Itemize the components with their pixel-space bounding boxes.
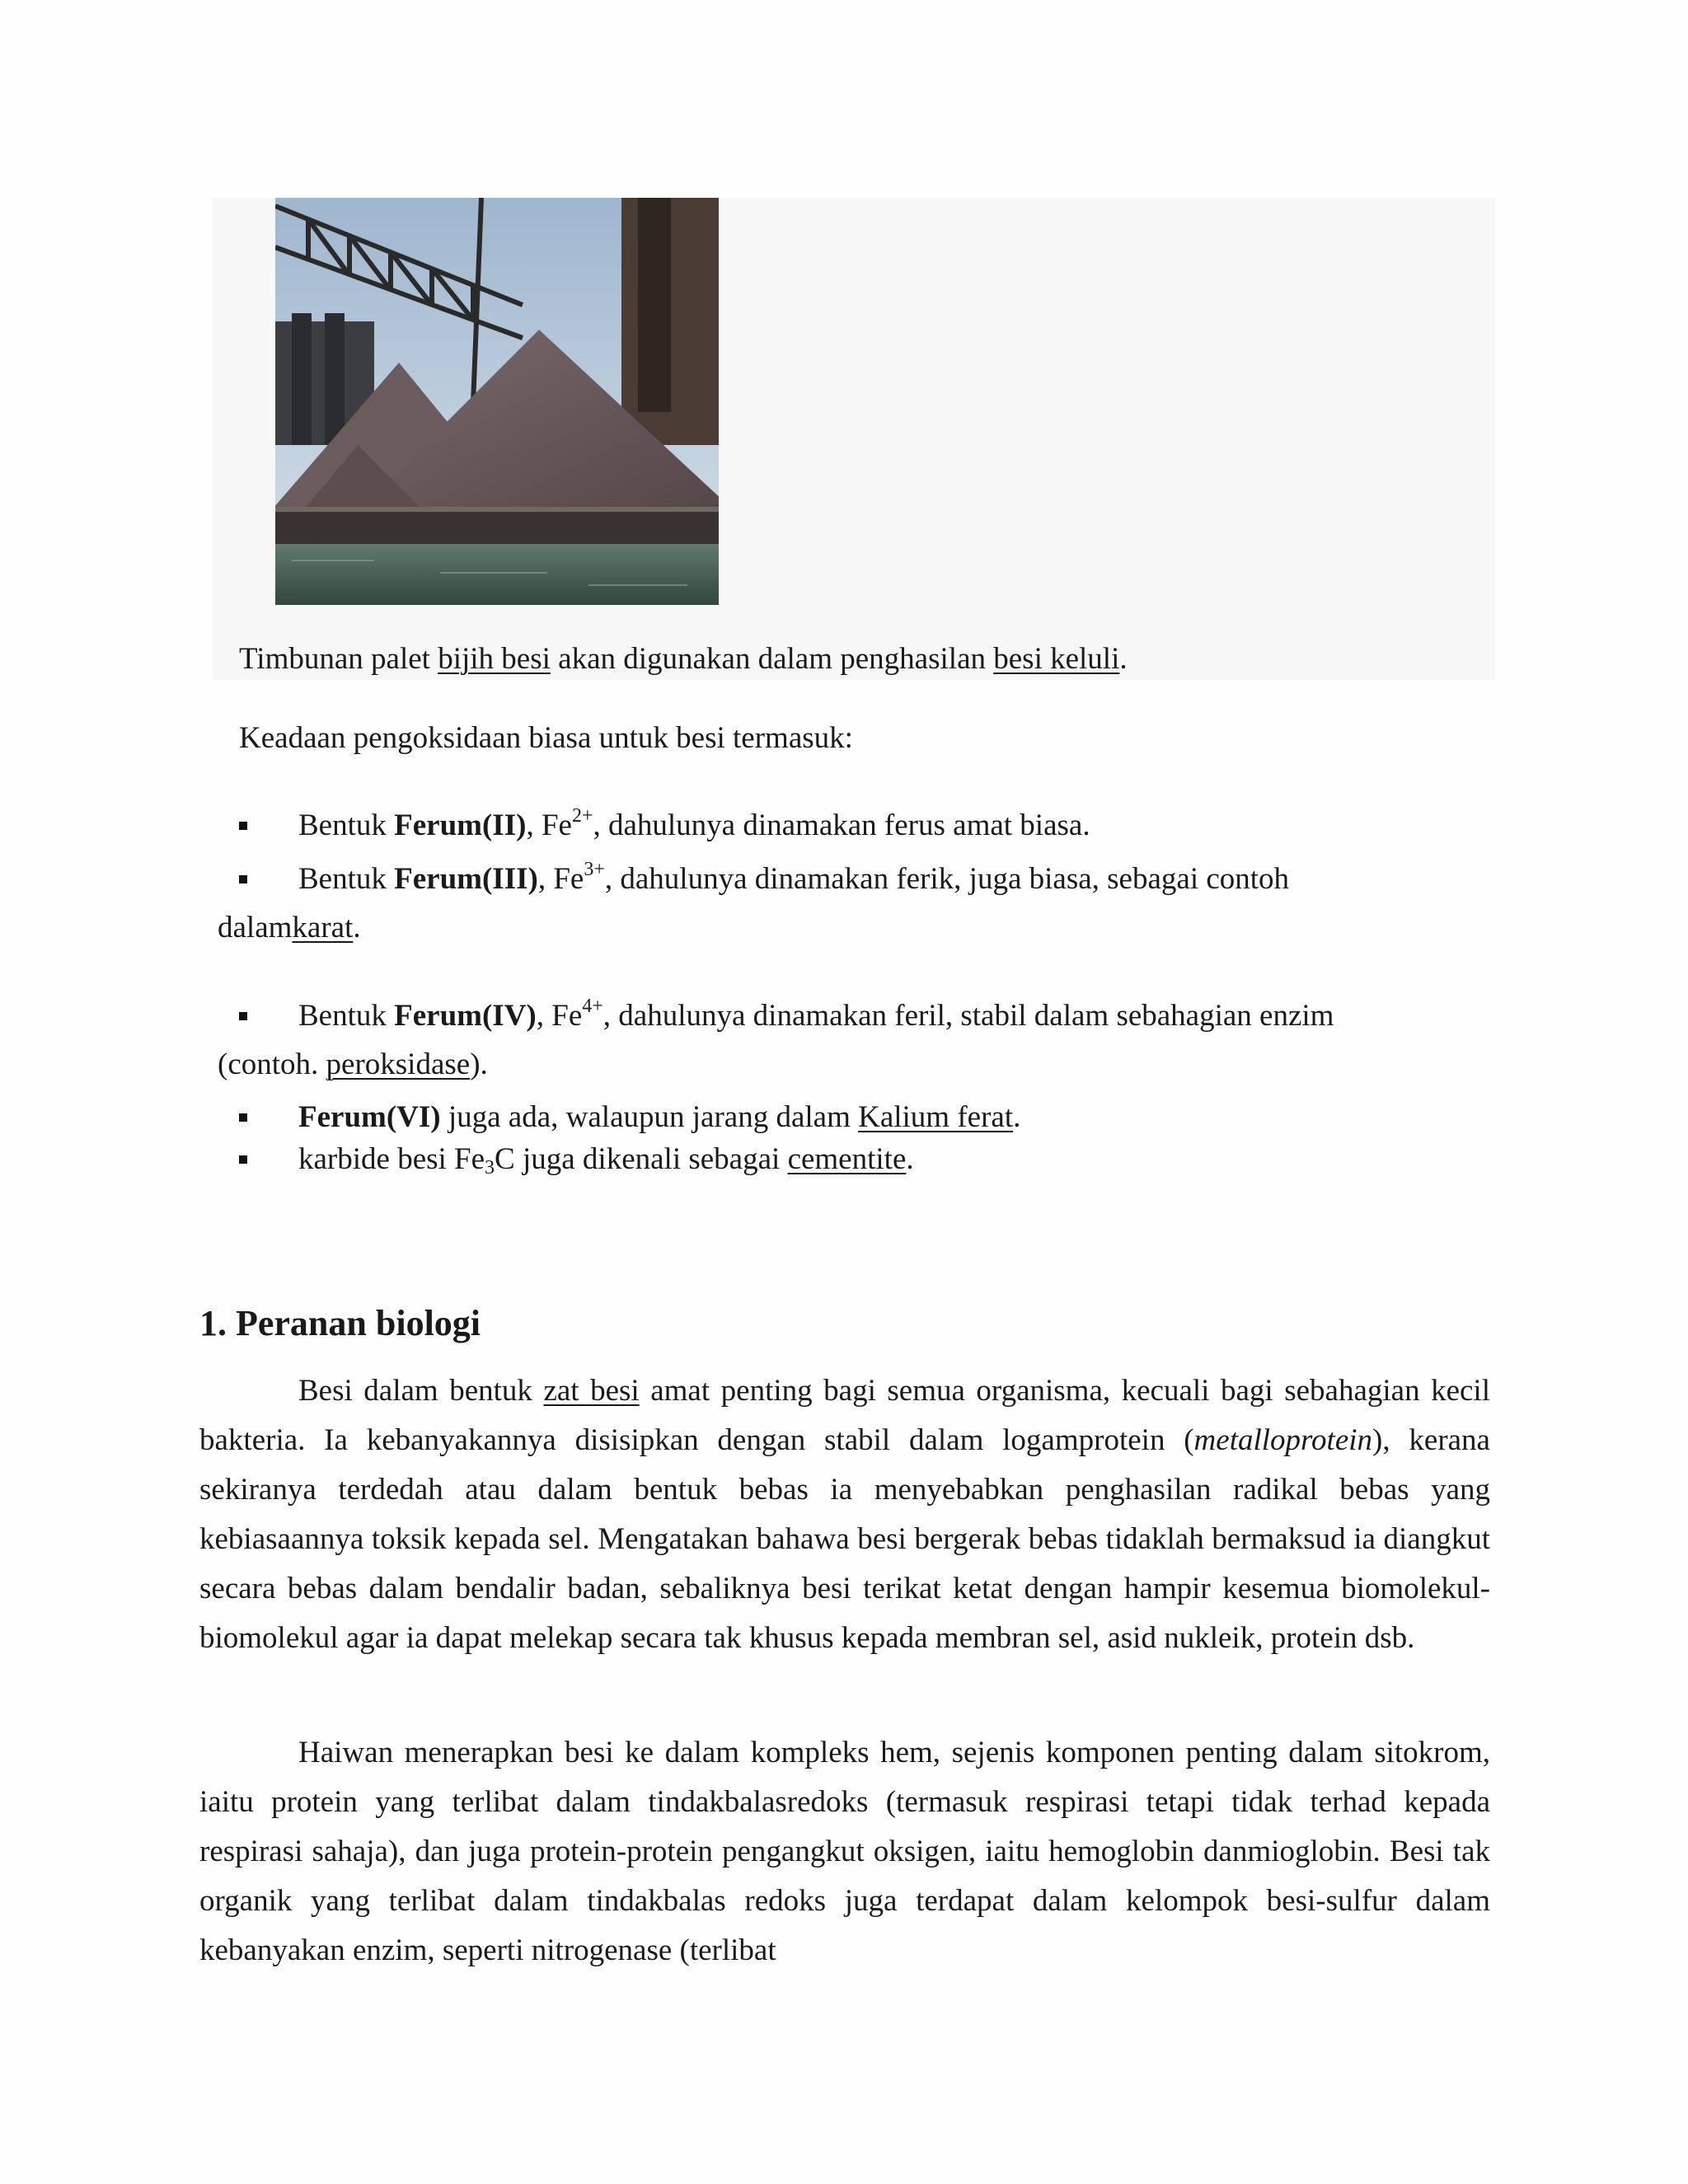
intro-text: Keadaan pengoksidaan biasa untuk besi termasuk: bbox=[239, 721, 853, 755]
iron-ore-pellet-photo bbox=[275, 198, 719, 605]
item-bold: Ferum(II) bbox=[394, 808, 527, 842]
para-text: Besi dalam bentuk bbox=[298, 1374, 544, 1408]
item-bold: Ferum(VI) bbox=[298, 1100, 441, 1134]
bullet-icon bbox=[239, 1113, 247, 1122]
figure-caption bbox=[239, 640, 1128, 679]
link-bijih-besi[interactable]: bijih besi bbox=[438, 642, 551, 676]
para-text: ), kerana sekiranya terdedah atau dalam bentuk bebas ia menyebabkan penghasilan radikal bebas yang kebiasaannya toksik kepada sel. Mengatakan bahawa besi bergerak bebas tidaklah bermaksud ia diangkut secara bebas dalam bendalir badan, sebaliknya besi terikat ketat dengan hampir kesemua biomolekul-biomolekul agar ia dapat melekap secara tak khusus kepada membran sel, asid nukleik, protein dsb. bbox=[199, 1423, 1490, 1655]
link-kalium-ferat[interactable]: Kalium ferat bbox=[858, 1100, 1014, 1134]
item-text: Bentuk bbox=[298, 808, 395, 842]
item-text: Bentuk bbox=[298, 862, 395, 896]
item-rest: , dahulunya dinamakan ferik, juga biasa, sebagai contoh bbox=[604, 862, 1290, 896]
item-ion: , Fe bbox=[526, 808, 572, 842]
bullet-icon bbox=[239, 822, 247, 830]
item-period: . bbox=[906, 1142, 914, 1176]
bullet-icon bbox=[239, 875, 247, 883]
caption-text-mid: akan digunakan dalam penghasilan bbox=[550, 642, 994, 676]
bullet-icon bbox=[239, 1012, 247, 1020]
item-period: ). bbox=[470, 1047, 488, 1081]
para-italic: metalloprotein bbox=[1193, 1423, 1373, 1457]
para-text: amat penting bagi semua organisma, kecuali bagi sebahagian kecil bakteria. Ia kebanyakannya disisipkan dengan stabil dalam logamprotein ( bbox=[199, 1374, 1490, 1457]
item-text: dalam bbox=[218, 911, 293, 944]
item-period: . bbox=[1013, 1100, 1021, 1134]
item-ion: , Fe bbox=[536, 999, 583, 1033]
paragraph-2 bbox=[199, 1728, 1490, 1975]
list-item bbox=[298, 1098, 1020, 1137]
item-subscript: 3 bbox=[485, 1157, 495, 1179]
item-rest: , dahulunya dinamakan ferus amat biasa. bbox=[593, 808, 1090, 842]
list-item bbox=[298, 806, 1090, 849]
item-text: (contoh. bbox=[218, 1047, 326, 1081]
item-charge: 4+ bbox=[582, 996, 603, 1017]
link-cementite[interactable]: cementite bbox=[787, 1142, 907, 1176]
item-bold: Ferum(IV) bbox=[394, 999, 537, 1033]
link-besi-keluli[interactable]: besi keluli bbox=[993, 642, 1120, 676]
list-item bbox=[298, 1140, 914, 1183]
list-item bbox=[298, 996, 1334, 1039]
para-text: Haiwan menerapkan besi ke dalam kompleks hem, sejenis komponen penting dalam sitokrom, iaitu protein yang terlibat dalam tindakbalasredoks (termasuk respirasi tetapi tidak terhad kepada respirasi sahaja), dan juga protein-protein pengangkut oksigen, iaitu hemoglobin danmioglobin. Besi tak organik yang terlibat dalam tindakbalas redoks juga terdapat dalam kelompok besi-sulfur dalam kebanyakan enzim, seperti nitrogenase (terlibat bbox=[199, 1736, 1490, 1967]
paragraph-1 bbox=[199, 1366, 1490, 1663]
list-item-continuation bbox=[218, 1045, 488, 1085]
section-heading: 1. Peranan biologi bbox=[199, 1303, 481, 1343]
item-rest: juga ada, walaupun jarang dalam bbox=[440, 1100, 859, 1134]
item-period: . bbox=[353, 911, 361, 944]
caption-period: . bbox=[1119, 642, 1128, 676]
link-zat-besi[interactable]: zat besi bbox=[543, 1374, 640, 1408]
bullet-icon bbox=[239, 1155, 247, 1164]
item-charge: 2+ bbox=[571, 805, 593, 827]
item-ion: , Fe bbox=[537, 862, 584, 896]
caption-text: Timbunan palet bbox=[239, 642, 438, 676]
item-text: Bentuk bbox=[298, 999, 395, 1033]
list-item-continuation bbox=[218, 908, 361, 948]
item-charge: 3+ bbox=[584, 859, 605, 880]
item-bold: Ferum(III) bbox=[394, 862, 538, 896]
item-rest: , dahulunya dinamakan feril, stabil dalam sebahagian enzim bbox=[603, 999, 1334, 1033]
item-rest: C juga dikenali sebagai bbox=[495, 1142, 788, 1176]
list-item bbox=[298, 860, 1289, 902]
link-peroksidase[interactable]: peroksidase bbox=[326, 1047, 471, 1081]
link-karat[interactable]: karat bbox=[292, 911, 354, 944]
item-text: karbide besi Fe bbox=[298, 1142, 485, 1176]
